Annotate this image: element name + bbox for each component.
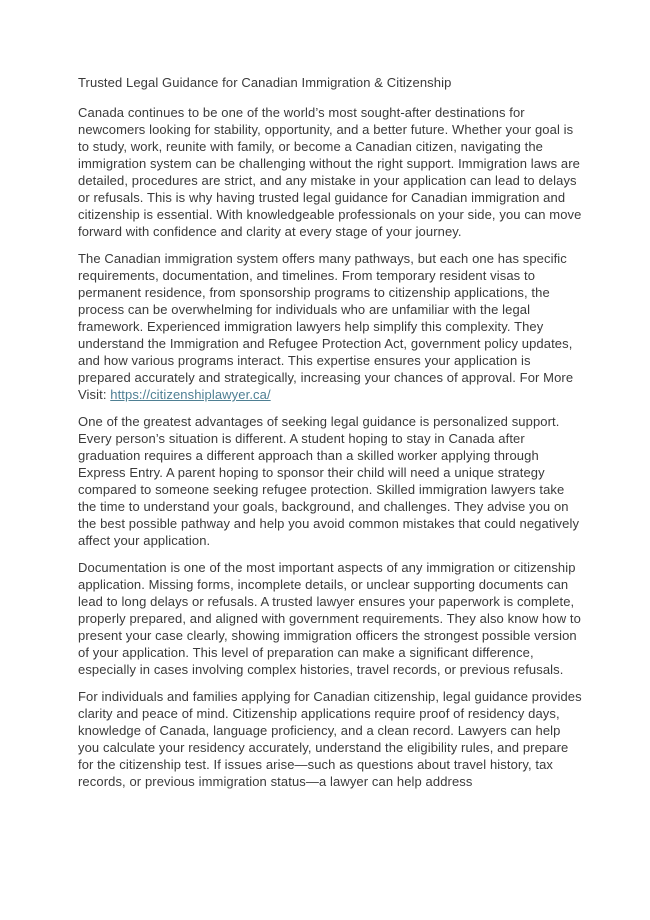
paragraph-documentation: Documentation is one of the most important aspects of any immigration or citizenship application. Missing forms, incomplete details, or unclear supporting documents can lead to long delays or refusals. A trusted lawyer ensures your paperwork is complete, properly prepared, and aligned with government requirements. They also know how to present your case clearly, showing immigration officers the strongest possible version of your application. This level of preparation can make a significant difference, especially in cases involving complex histories, travel records, or previous refusals. — [78, 560, 581, 677]
paragraph-pathways — [78, 250, 582, 403]
paragraph-citizenship: For individuals and families applying for Canadian citizenship, legal guidance provides clarity and peace of mind. Citizenship applications require proof of residency days, knowledge of Canada, language proficiency, and a clean record. Lawyers can help you calculate your residency accurately, understand the eligibility rules, and prepare for the citizenship test. If issues arise—such as questions about travel history, tax records, or previous immigration status—a lawyer can help address — [78, 689, 582, 789]
paragraph-personalized-support: One of the greatest advantages of seeking legal guidance is personalized support. Every person’s situation is different. A student hoping to stay in Canada after graduation requires a different approach than a skilled worker applying through Express Entry. A parent hoping to sponsor their child will need a unique strategy compared to someone seeking refugee protection. Skilled immigration lawyers take the time to understand your goals, background, and challenges. They advise you on the best possible pathway and help you avoid common mistakes that could negatively affect your application. — [78, 414, 580, 548]
document-title: Trusted Legal Guidance for Canadian Immigration & Citizenship — [78, 75, 452, 90]
citizenshiplawyer-link[interactable]: https://citizenshiplawyer.ca/ — [110, 387, 271, 402]
document-body — [78, 74, 582, 790]
paragraph-pathways-text: The Canadian immigration system offers many pathways, but each one has specific requirements, documentation, and timelines. From temporary resident visas to permanent residence, from sponsorship programs to citizenship applications, the process can be overwhelming for individuals who are unfamiliar with the legal framework. Experienced immigration lawyers help simplify this complexity. They understand the Immigration and Refugee Protection Act, government policy updates, and how various programs interact. This expertise ensures your application is prepared accurately and strategically, increasing your chances of approval. For More Visit: — [78, 251, 574, 402]
paragraph-intro: Canada continues to be one of the world’s most sought-after destinations for newcomers looking for stability, opportunity, and a better future. Whether your goal is to study, work, reunite with family, or become a Canadian citizen, navigating the immigration system can be challenging without the right support. Immigration laws are detailed, procedures are strict, and any mistake in your application can lead to delays or refusals. This is why having trusted legal guidance for Canadian immigration and citizenship is essential. With knowledgeable professionals on your side, you can move forward with confidence and clarity at every stage of your journey. — [78, 105, 582, 239]
